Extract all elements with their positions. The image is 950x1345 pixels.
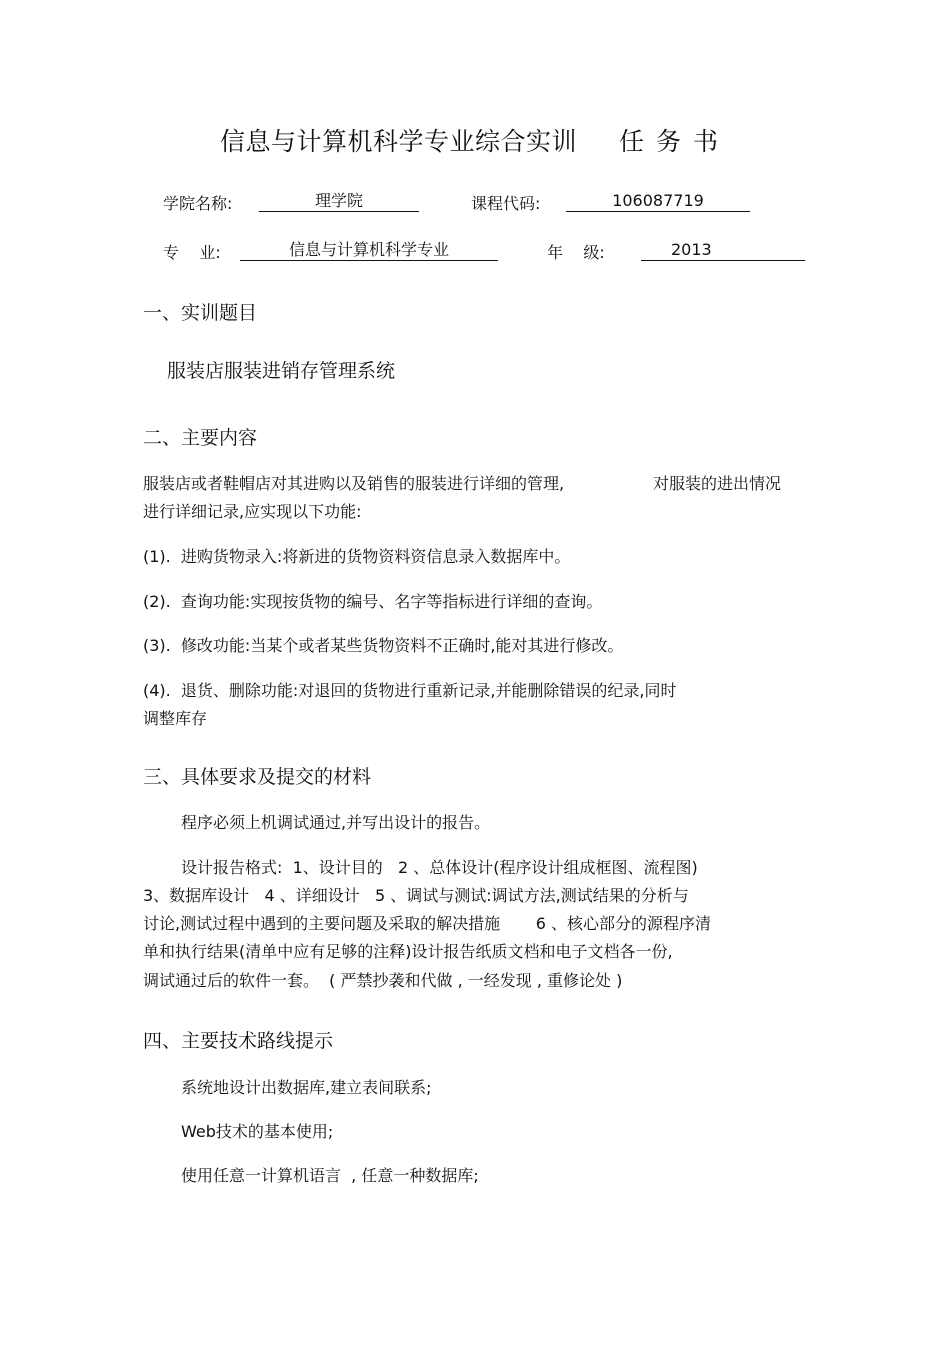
report-format-line4: 单和执行结果(清单中应有足够的注释)设计报告纸质文档和电子文档各一份, (143, 942, 673, 961)
tech-route-1: 系统地设计出数据库,建立表间联系; (181, 1078, 432, 1097)
function-item-3: (3). 修改功能:当某个或者某些货物资料不正确时,能对其进行修改。 (143, 636, 624, 655)
college-label: 学院名称: (163, 194, 233, 213)
course-code-label: 课程代码: (471, 194, 541, 213)
grade-value: 2013 (641, 240, 805, 261)
section3-heading: 三、具体要求及提交的材料 (143, 766, 372, 788)
course-code-value: 106087719 (566, 191, 750, 212)
report-format-line3: 讨论,测试过程中遇到的主要问题及采取的解决措施 6 、核心部分的源程序清 (143, 914, 711, 933)
section2-intro-line1b: 对服装的进出情况 (653, 474, 782, 493)
function-item-4-line1: (4). 退货、删除功能:对退回的货物进行重新记录,并能删除错误的纪录,同时 (143, 681, 677, 700)
function-item-2: (2). 查询功能:实现按货物的编号、名字等指标进行详细的查询。 (143, 592, 603, 611)
major-label: 专 业: (163, 243, 221, 262)
function-item-4-line2: 调整库存 (143, 709, 208, 728)
project-topic: 服装店服装进销存管理系统 (167, 360, 396, 382)
college-value: 理学院 (259, 191, 419, 212)
title-doc-type: 任务书 (619, 127, 731, 156)
tech-route-2: Web技术的基本使用; (181, 1122, 334, 1141)
section3-paragraph1: 程序必须上机调试通过,并写出设计的报告。 (181, 813, 491, 832)
report-format-line5: 调试通过后的软件一套。 ( 严禁抄袭和代做 , 一经发现 , 重修论处 ) (143, 971, 623, 990)
tech-route-3: 使用任意一计算机语言 , 任意一种数据库; (181, 1166, 479, 1185)
grade-label: 年 级: (547, 243, 605, 262)
document-title (0, 122, 950, 158)
section1-heading: 一、实训题目 (143, 302, 258, 324)
section4-heading: 四、主要技术路线提示 (143, 1030, 334, 1052)
report-format-line1: 设计报告格式: 1、设计目的 2 、总体设计(程序设计组成框图、流程图) (181, 858, 698, 877)
major-value: 信息与计算机科学专业 (240, 240, 498, 261)
section2-intro-line1: 服装店或者鞋帽店对其进购以及销售的服装进行详细的管理, (143, 474, 565, 493)
title-main: 信息与计算机科学专业综合实训 (219, 127, 577, 156)
report-format-line2: 3、数据库设计 4 、详细设计 5 、调试与测试:调试方法,测试结果的分析与 (143, 886, 689, 905)
function-item-1: (1). 进购货物录入:将新进的货物资料资信息录入数据库中。 (143, 547, 571, 566)
section2-intro-line2: 进行详细记录,应实现以下功能: (143, 502, 362, 521)
section2-heading: 二、主要内容 (143, 427, 258, 449)
